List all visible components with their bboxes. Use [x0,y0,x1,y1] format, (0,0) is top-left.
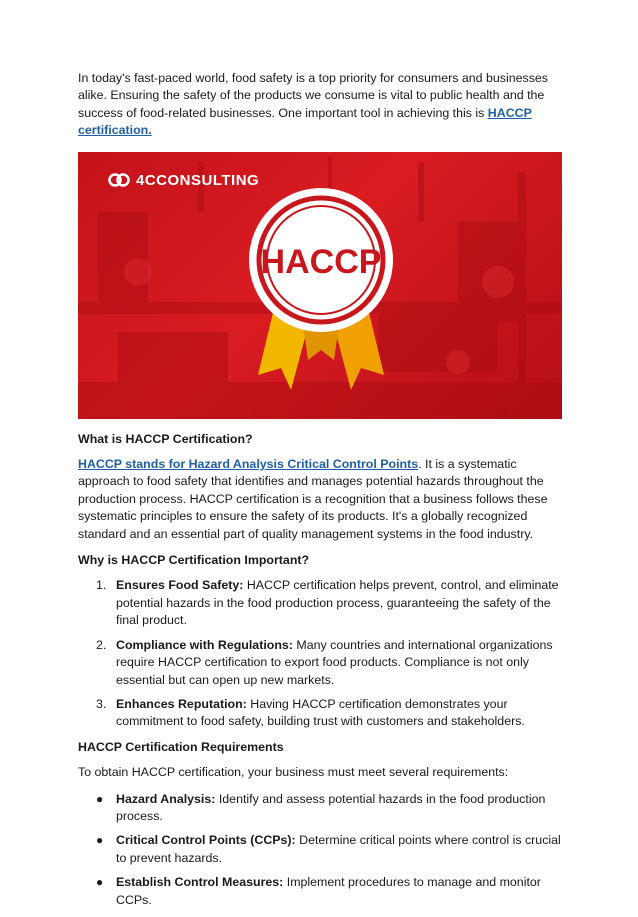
badge-label: HACCP [260,242,382,281]
item-number: 1. [96,578,107,593]
bullet-icon: ● [96,791,104,806]
item-title: Ensures Food Safety: [116,578,244,593]
item-title: Establish Control Measures: [116,875,284,890]
item-text: HACCP certification helps prevent, control, and eliminate potential hazards in the food production process, guaranteeing the safety of the final product. [116,578,559,628]
item-text: Having HACCP certification demonstrates your commitment to food safety, building trust with customers and stakeholders. [116,696,525,729]
item-text: Identify and assess potential hazards in the food production process. [116,791,546,823]
item-text: Determine critical points where control is crucial to prevent hazards. [116,833,561,865]
intro-text: In today's fast-paced world, food safety is a top priority for consumers and businesses alike. Ensuring the safety of the products we consume is vital to public health and the success of food-related businesses. One important tool in achieving this is [78,71,549,120]
list-item [78,637,566,689]
item-number: 2. [96,637,107,652]
item-title: Enhances Reputation: [116,696,247,711]
item-title: Compliance with Regulations: [116,637,293,652]
4c-logo-icon [108,172,130,188]
requirements-intro: To obtain HACCP certification, your business must meet several requirements: [78,765,509,780]
list-item [78,696,566,731]
item-title: Hazard Analysis: [116,791,216,806]
bullet-icon: ● [96,833,104,848]
logo-text: 4CCONSULTING [136,171,260,189]
list-item [78,577,566,629]
haccp-certification-link[interactable]: HACCP certification. [78,105,532,138]
section-what-heading: What is HACCP Certification? [78,431,253,446]
bullet-icon: ● [96,875,104,890]
item-text: Many countries and international organizations require HACCP certification to export food products. Compliance is not only essential but can open up new markets. [116,637,553,687]
haccp-hero-image [78,152,562,419]
item-text: Implement procedures to manage and monitor CCPs. [116,875,541,907]
section-what-paragraph [78,456,566,543]
list-item [78,832,566,867]
why-list [78,577,566,730]
document-page [78,70,566,917]
requirements-list [78,791,566,909]
4cconsulting-logo [108,172,259,189]
haccp-badge-icon [246,180,396,400]
list-item [78,791,566,826]
section-why-heading: Why is HACCP Certification Important? [78,553,310,568]
item-title: Critical Control Points (CCPs): [116,833,296,848]
section-requirements-heading: HACCP Certification Requirements [78,739,284,754]
item-number: 3. [96,696,107,711]
haccp-definition-link[interactable]: HACCP stands for Hazard Analysis Critical Control Points [78,457,419,472]
section-what-text: . It is a systematic approach to food safety that identifies and manages potential hazards throughout the production process. HACCP certification is a recognition that a business follows these systematic principles to ensure the safety of its products. It's a globally recognized standard and an essential part of quality management systems in the food industry. [78,457,548,541]
list-item [78,874,566,909]
intro-paragraph [78,70,566,140]
